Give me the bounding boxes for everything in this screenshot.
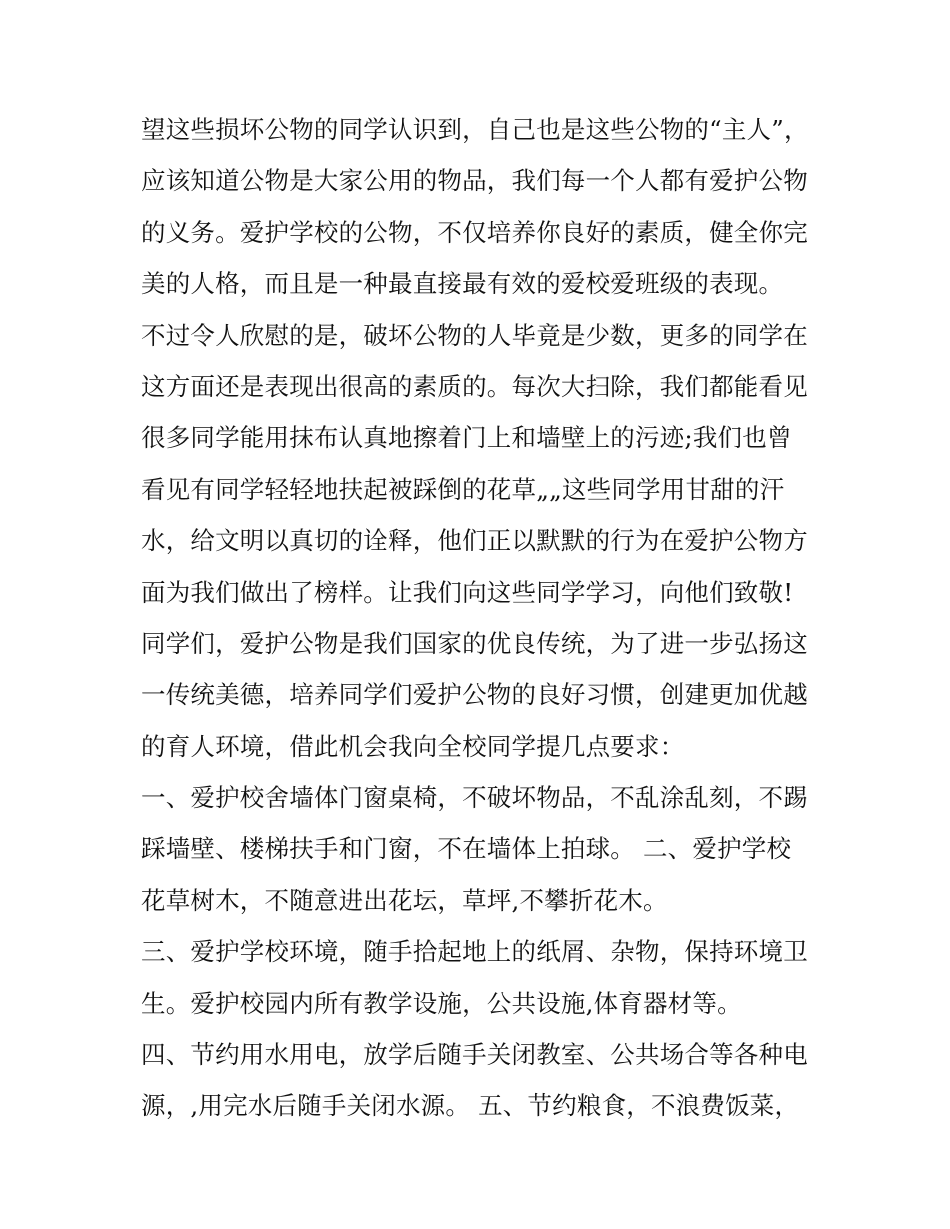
text-line: 三、爱护学校环境，随手拾起地上的纸屑、杂物，保持环境卫	[141, 937, 808, 967]
text-line: 生。爱护校园内所有教学设施，公共设施,体育器材等。	[141, 988, 742, 1018]
text-line: 美的人格，而且是一种最直接最有效的爱校爱班级的表现。	[141, 269, 784, 299]
text-line: 踩墙壁、楼梯扶手和门窗，不在墙体上拍球。 二、爱护学校	[141, 834, 792, 864]
text-line: 花草树木，不随意进出花坛，草坪,不攀折花木。	[141, 885, 668, 915]
text-line: 应该知道公物是大家公用的物品，我们每一个人都有爱护公物	[141, 166, 808, 196]
text-line: 同学们，爱护公物是我们国家的优良传统，为了进一步弘扬这	[141, 628, 808, 658]
text-line: 望这些损坏公物的同学认识到，自己也是这些公物的“主人”，	[141, 115, 809, 144]
text-line: 面为我们做出了榜样。让我们向这些同学学习，向他们致敬!	[141, 577, 794, 607]
text-line: 水，给文明以真切的诠释，他们正以默默的行为在爱护公物方	[141, 526, 808, 556]
text-line: 的义务。爱护学校的公物，不仅培养你良好的素质，健全你完	[141, 217, 808, 247]
text-line: 看见有同学轻轻地扶起被踩倒的花草„„这些同学用甘甜的汗	[141, 474, 785, 504]
text-line: 不过令人欣慰的是，破坏公物的人毕竟是少数，更多的同学在	[141, 320, 808, 350]
text-line: 一、爱护校舍墙体门窗桌椅，不破坏物品，不乱涂乱刻，不踢	[141, 783, 808, 813]
body-text	[141, 104, 831, 1132]
text-line: 的育人环境，借此机会我向全校同学提几点要求：	[141, 731, 685, 761]
text-line: 一传统美德，培养同学们爱护公物的良好习惯，创建更加优越	[141, 680, 808, 710]
text-line: 这方面还是表现出很高的素质的。每次大扫除，我们都能看见	[141, 371, 808, 401]
text-line: 很多同学能用抹布认真地擦着门上和墙壁上的污迹;我们也曾	[141, 423, 792, 453]
text-line: 四、节约用水用电，放学后随手关闭教室、公共场合等各种电	[141, 1040, 808, 1070]
text-line: 源，,用完水后随手关闭水源。 五、节约粮食，不浪费饭菜，	[141, 1091, 800, 1121]
